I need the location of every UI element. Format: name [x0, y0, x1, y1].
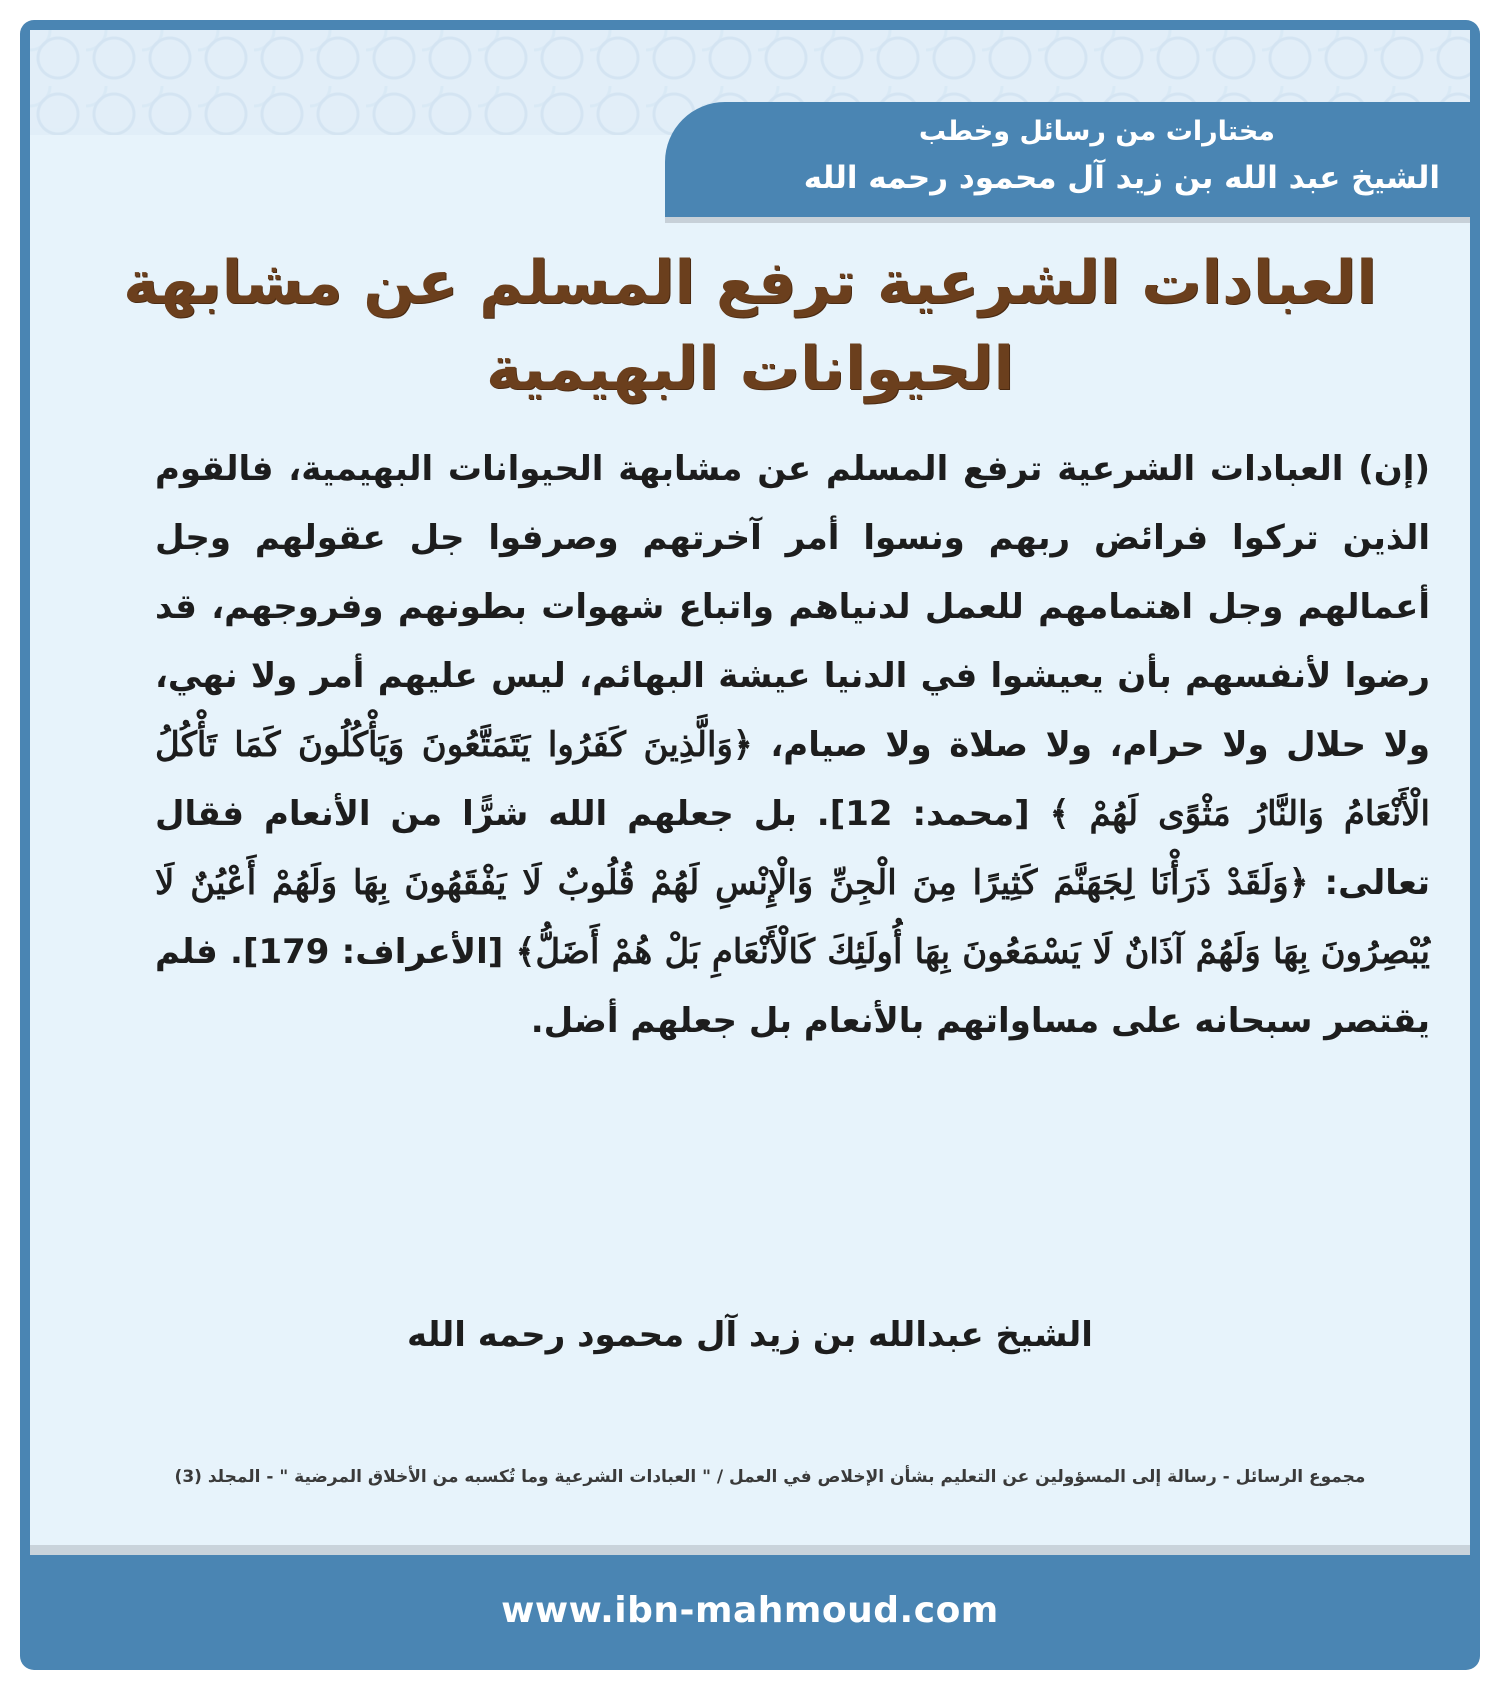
author-signature: الشيخ عبدالله بن زيد آل محمود رحمه الله	[407, 1315, 1093, 1355]
quran-verse-1: ﴿وَالَّذِينَ كَفَرُوا يَتَمَتَّعُونَ وَيَأْكُلُونَ كَمَا تَأْكُلُ الْأَنْعَامُ وَالنَّارُ مَثْوًى لَهُمْ ﴾	[155, 725, 1430, 834]
series-title: مختارات من رسائل وخطب	[918, 116, 1275, 147]
panel-divider	[30, 1545, 1470, 1555]
source-citation: مجموع الرسائل - رسالة إلى المسؤولين عن التعليم بشأن الإخلاص في العمل / " العبادات الشرعية وما تُكسبه من الأخلاق المرضية " - المجلد (3)	[174, 1467, 1366, 1487]
card-frame	[20, 20, 1480, 1670]
content-panel	[30, 30, 1470, 1545]
verse-2-reference: [الأعراف: 179]. فلم يقتصر سبحانه على مساواتهم بالأنعام بل جعلهم أضل.	[155, 932, 1430, 1041]
body-intro: (إن) العبادات الشرعية ترفع المسلم عن مشابهة الحيوانات البهيمية، فالقوم الذين تركوا فرائض ربهم ونسوا أمر آخرتهم وصرفوا جل عقولهم وجل أعمالهم وجل اهتمامهم للعمل لدنياهم واتباع شهوات بطونهم وفروجهم، قد رضوا لأنفسهم بأن يعيشوا في الدنيا عيشة البهائم، ليس عليهم أمر ولا نهي، ولا حلال ولا حرام، ولا صلاة ولا صيام،	[155, 449, 1430, 765]
series-author: الشيخ عبد الله بن زيد آل محمود رحمه الله	[803, 160, 1440, 196]
verse-1-reference: [محمد: 12]. بل جعلهم الله شرًّا من الأنعام فقال تعالى:	[155, 794, 1430, 903]
website-link[interactable]: www.ibn-mahmoud.com	[501, 1590, 999, 1631]
quran-verse-2: ﴿وَلَقَدْ ذَرَأْنَا لِجَهَنَّمَ كَثِيرًا مِنَ الْجِنِّ وَالْإِنْسِ لَهُمْ قُلُوبٌ لَا يَفْقَهُونَ بِهَا وَلَهُمْ أَعْيُنٌ لَا يُبْصِرُونَ بِهَا وَلَهُمْ آذَانٌ لَا يَسْمَعُونَ بِهَا أُولَئِكَ كَالْأَنْعَامِ بَلْ هُمْ أَضَلُّ﴾	[155, 863, 1430, 972]
page-title: العبادات الشرعية ترفع المسلم عن مشابهة الحيوانات البهيمية	[123, 248, 1377, 404]
series-header	[665, 102, 1470, 217]
article-body	[155, 435, 1430, 1056]
